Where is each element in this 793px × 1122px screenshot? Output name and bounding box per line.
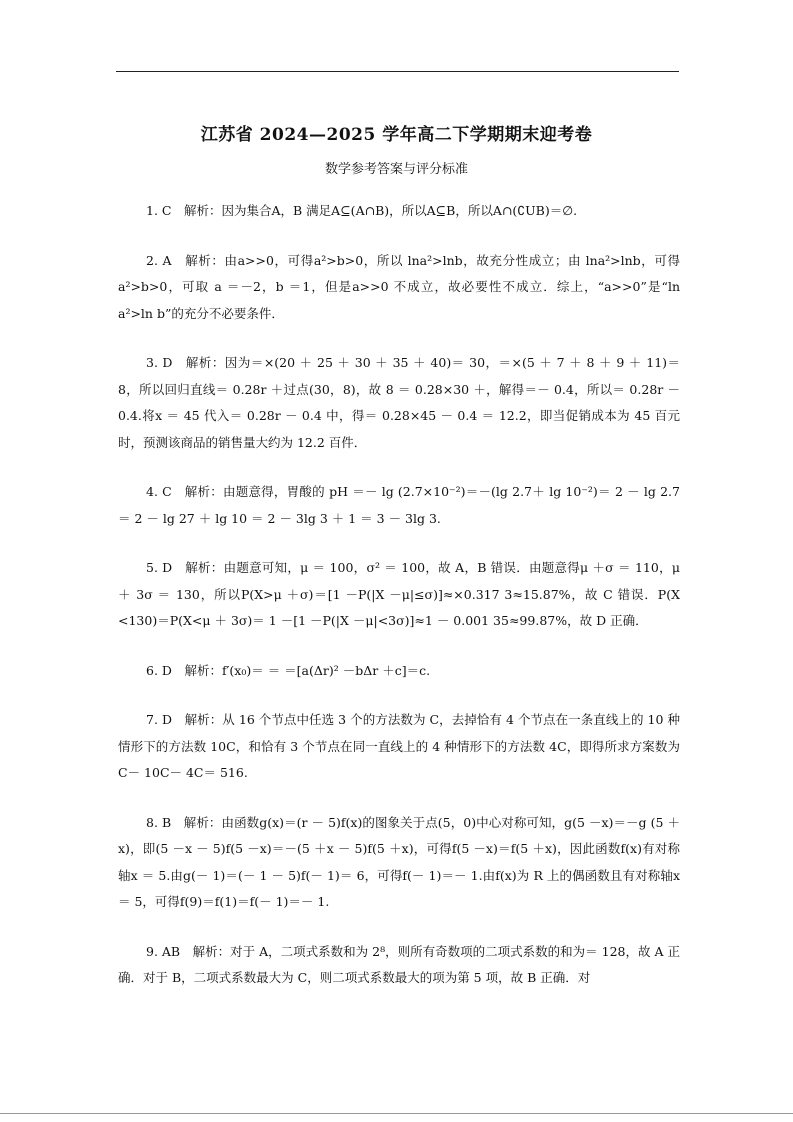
answer-item-6 — [118, 658, 680, 685]
answer-label: 解析： — [185, 252, 225, 268]
bottom-rule — [0, 1113, 793, 1114]
answer-text: 由题意可知，μ ＝ 100，σ² ＝ 100，故 A，B 错误．由题意得μ ＋σ ＝ 110，μ ＋ 3σ ＝ 130，所以P(X>μ ＋σ)＝[1 －P(|X －μ|≤σ)]≈×0.317 3≈15.87%，故 C 错误．P(X <130)＝P(X<μ ＋ 3σ)＝ 1 －[1 －P(|X －μ|<3σ)]≈1 － 0.001 35≈99.87%，故 D 正确． — [118, 560, 680, 628]
answer-item-4 — [118, 479, 680, 532]
page-subtitle: 数学参考答案与评分标准 — [324, 162, 468, 177]
answer-number: 3. D — [146, 355, 173, 370]
answer-number: 8. B — [146, 814, 172, 830]
page-title: 江苏省 2024—2025 学年高二下学期期末迎考卷 — [200, 125, 593, 145]
answer-number: 9. AB — [146, 943, 181, 959]
answer-label: 解析： — [184, 712, 223, 727]
answer-number: 6. D — [146, 662, 172, 678]
answer-item-1 — [118, 198, 680, 225]
answer-text: 因为集合A，B 满足A⊆(A∩B)，所以A⊆B，所以A∩(∁UB)＝∅. — [221, 203, 578, 218]
answer-label: 解析： — [192, 943, 231, 959]
answer-number: 2. A — [146, 252, 172, 268]
answer-number: 1. C — [146, 203, 172, 218]
answer-text: f′(x₀)＝ ＝ ＝[a(Δr)² －bΔr ＋c]＝c. — [221, 662, 431, 678]
answer-label: 解析： — [183, 203, 222, 218]
answer-text: 由题意得，胃酸的 pH ＝－ lg (2.7×10⁻²)＝－(lg 2.7＋ lg 10⁻²)＝ 2 － lg 2.7 ＝ 2 － lg 27 ＋ lg 10 ＝ 2 － 3lg 3 ＋ 1 ＝ 3 － 3lg 3. — [118, 484, 680, 526]
answer-item-3 — [118, 350, 680, 456]
top-rule — [116, 71, 679, 72]
answer-number: 4. C — [146, 484, 172, 499]
answer-label: 解析： — [185, 560, 224, 575]
answer-text: 因为＝×(20 ＋ 25 ＋ 30 ＋ 35 ＋ 40)＝ 30，＝×(5 ＋ 7 ＋ 8 ＋ 9 ＋ 11)＝ 8，所以回归直线＝ 0.28r ＋过点(30，8)，故 8 ＝ 0.28×30 ＋，解得＝－ 0.4，所以＝ 0.28r － 0.4.将x ＝ 45 代入＝ 0.28r － 0.4 中，得＝ 0.28×45 － 0.4 ＝ 12.2，即当促销成本为 45 百元时，预测该商品的销售量大约为 12.2 百件． — [118, 355, 681, 450]
answer-label: 解析： — [185, 355, 225, 370]
answer-item-8 — [118, 810, 680, 916]
answer-item-5 — [118, 555, 680, 635]
answer-item-7 — [118, 707, 680, 787]
answer-label: 解析： — [184, 662, 222, 678]
answer-text: 对于 A，二项式系数和为 2⁸，则所有奇数项的二项式系数的和为＝ 128，故 A 正确．对于 B，二项式系数最大为 C，则二项式系数最大的项为第 5 项，故 B 正确．对 — [118, 943, 680, 985]
answer-list — [118, 198, 680, 1015]
answer-label: 解析： — [184, 484, 223, 499]
answer-text: 由函数g(x)＝(r － 5)f(x)的图象关于点(5，0)中心对称可知，g(5 －x)＝－g (5 ＋x)，即(5 －x － 5)f(5 －x)＝－(5 ＋x － 5)f(5 ＋x)，可得f(5 －x)＝f(5 ＋x)，因此函数f(x)有对称轴x ＝ 5.由g(－ 1)＝(－ 1 － 5)f(－ 1)＝ 6，可得f(－ 1)＝－ 1.由f(x)为 R 上的偶函数且有对称轴x ＝ 5，可得f(9)＝f(1)＝f(－ 1)＝－ 1. — [118, 814, 680, 909]
answer-number: 7. D — [146, 712, 172, 727]
answer-item-2 — [118, 248, 680, 328]
answer-text: 从 16 个节点中任选 3 个的方法数为 C，去掉恰有 4 个节点在一条直线上的 10 种情形下的方法数 10C，和恰有 3 个节点在同一直线上的 4 种情形下的方法数 4C，即得所求方案数为 C－ 10C－ 4C＝ 516. — [118, 712, 680, 780]
answer-text: 由a>>0，可得a²>b>0，所以 lna²>lnb，故充分性成立；由 lna²>lnb，可得a²>b>0，可取 a ＝－2，b ＝1，但是a>>0 不成立，故必要性不成立．综上，“a>>0”是“ln a²>ln b”的充分不必要条件． — [118, 252, 680, 321]
answer-item-9 — [118, 939, 680, 992]
answer-label: 解析： — [183, 814, 222, 830]
answer-number: 5. D — [146, 560, 173, 575]
